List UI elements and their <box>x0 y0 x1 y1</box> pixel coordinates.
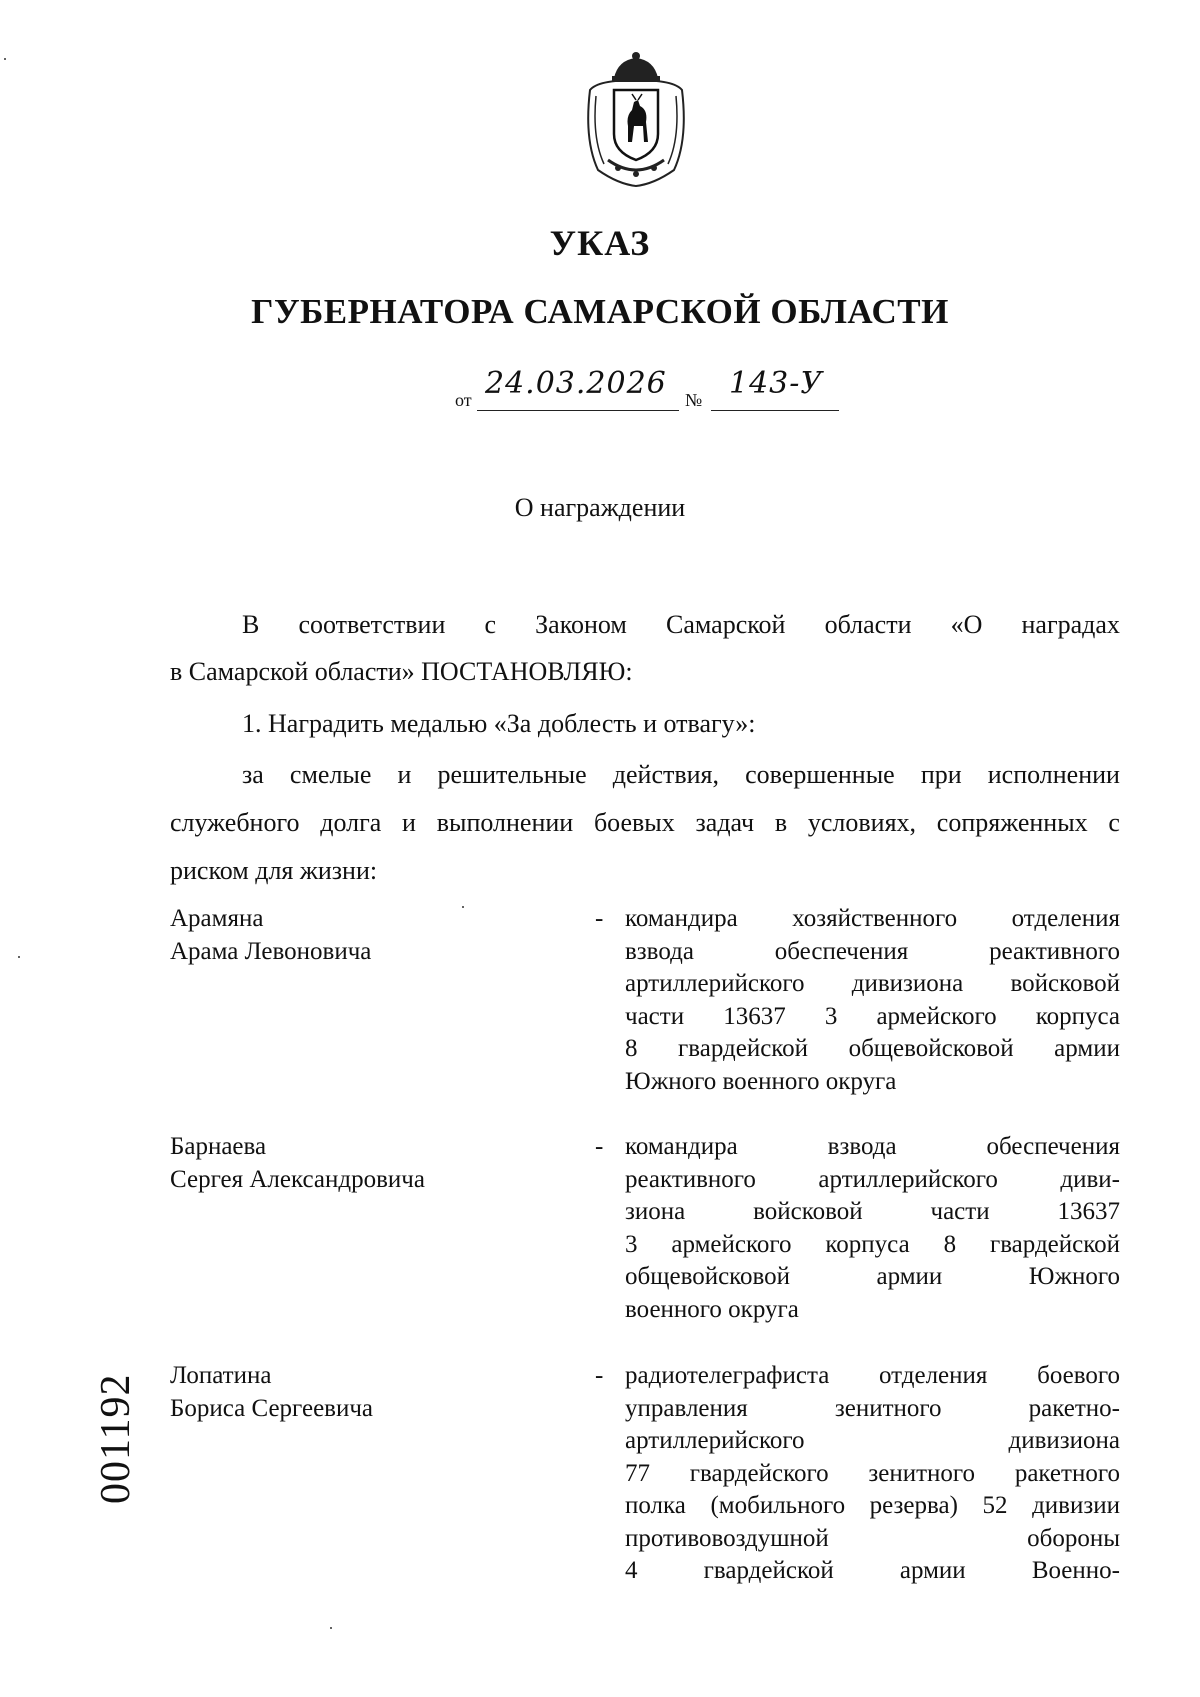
preamble-word: с <box>484 610 497 639</box>
awardee-surname: Арамяна <box>170 905 264 932</box>
position-word: корпуса <box>1035 1002 1120 1030</box>
scan-speck <box>4 58 6 60</box>
position-word: 13637 <box>723 1002 786 1030</box>
reason-word: служебного <box>170 808 300 837</box>
position-word: реактивного <box>989 937 1120 965</box>
awardee-position <box>625 1131 1120 1326</box>
reason-word: с <box>1108 808 1120 837</box>
position-line <box>625 1033 1120 1066</box>
position-line <box>625 1458 1120 1491</box>
position-line <box>625 1196 1120 1229</box>
serial-number-stamp: 001192 <box>93 1373 139 1504</box>
handwritten-number: 143-У <box>729 366 824 401</box>
awardee-name <box>170 1360 570 1425</box>
reason-word: и <box>397 760 412 789</box>
position-word: обороны <box>1027 1524 1120 1552</box>
position-line <box>625 1523 1120 1556</box>
position-word: армии <box>899 1557 966 1584</box>
preamble-word: «О <box>950 610 983 639</box>
reason-word: за <box>242 760 264 789</box>
preamble-word: Самарской <box>666 610 786 639</box>
handwritten-date: 24.03.2026 <box>485 366 667 401</box>
position-word: артиллерийского <box>625 970 805 997</box>
position-word: боевого <box>1037 1362 1120 1389</box>
document-type-title: УКАЗ <box>549 223 651 263</box>
preamble-word: области <box>824 610 912 639</box>
reason-word: при <box>920 760 962 789</box>
position-word: отделения <box>879 1362 988 1389</box>
position-word: командира <box>625 905 738 932</box>
position-word: дивизиона <box>1008 1427 1120 1454</box>
position-word: резерва) <box>869 1492 958 1519</box>
reason-word: выполнении <box>436 808 574 837</box>
samara-coat-of-arms-icon <box>578 50 694 190</box>
preamble-word: В <box>242 610 260 639</box>
preamble-word: соответствии <box>298 610 446 639</box>
number-underline <box>711 410 839 411</box>
awardee-given-names: Арама Левоновича <box>170 937 372 965</box>
position-word: 4 <box>625 1557 638 1584</box>
position-word: дивизии <box>1032 1492 1120 1519</box>
position-word: ракетного <box>1014 1459 1120 1487</box>
position-word: армии <box>1054 1035 1120 1062</box>
position-word: 13637 <box>1057 1198 1120 1225</box>
position-word: Южного <box>1028 1263 1120 1290</box>
position-word: армейского <box>876 1002 997 1030</box>
entry-dash: - <box>595 1133 604 1160</box>
awardee-position <box>625 1360 1120 1588</box>
reason-word: задач <box>695 808 755 837</box>
position-word: противовоздушной <box>625 1524 829 1552</box>
position-word: гвардейской <box>989 1230 1120 1258</box>
position-word: реактивного <box>625 1165 756 1193</box>
position-word: обеспечения <box>986 1133 1120 1160</box>
position-word: диви- <box>1060 1165 1120 1193</box>
preamble-line-1 <box>170 610 1120 640</box>
position-word: полка <box>625 1492 686 1519</box>
reason-word: в <box>774 808 788 837</box>
position-line <box>625 1164 1120 1197</box>
awardee-name <box>170 1131 570 1196</box>
reason-word: исполнении <box>987 760 1120 789</box>
reason-word: и <box>402 808 416 837</box>
reason-word: решительные <box>437 760 587 789</box>
position-word: артиллерийского <box>818 1165 998 1193</box>
awardee-name <box>170 903 570 968</box>
position-word: корпуса <box>825 1230 910 1258</box>
position-word: 3 <box>625 1230 638 1258</box>
position-line <box>625 936 1120 969</box>
date-number-line <box>455 366 845 416</box>
position-line <box>625 903 1120 936</box>
position-word: общевойсковой <box>625 1263 791 1290</box>
position-line <box>625 1490 1120 1523</box>
reason-word: боевых <box>593 808 675 837</box>
position-line <box>625 1229 1120 1262</box>
entry-dash: - <box>595 905 604 932</box>
scan-speck <box>462 906 464 908</box>
awardee-surname: Барнаева <box>170 1133 267 1160</box>
position-word: 77 <box>625 1459 650 1487</box>
document-subject: О награждении <box>514 493 686 522</box>
position-line <box>625 1261 1120 1294</box>
date-underline <box>477 410 679 411</box>
position-line <box>625 1001 1120 1034</box>
reason-line-1 <box>170 760 1120 790</box>
position-word: хозяйственного <box>792 905 958 932</box>
scan-speck <box>330 1627 332 1629</box>
position-word: управления <box>625 1394 748 1422</box>
reason-word: долга <box>320 808 382 837</box>
reason-line-2 <box>170 808 1120 838</box>
position-word: обеспечения <box>774 937 909 965</box>
position-word: дивизиона <box>851 970 964 997</box>
position-word: 3 <box>824 1002 838 1030</box>
position-word: (мобильного <box>710 1492 846 1519</box>
reason-word: сопряженных <box>936 808 1088 837</box>
awardee-surname: Лопатина <box>170 1362 272 1389</box>
reason-line-3: риском для жизни: <box>170 856 378 885</box>
position-word: взвода <box>827 1133 897 1160</box>
position-word: армии <box>876 1263 943 1290</box>
position-word: Военно- <box>1031 1557 1120 1584</box>
position-line <box>625 1555 1120 1588</box>
position-word: радиотелеграфиста <box>625 1362 830 1389</box>
position-word: войсковой <box>753 1198 863 1225</box>
issuer-title: ГУБЕРНАТОРА САМАРСКОЙ ОБЛАСТИ <box>251 292 949 331</box>
position-word: 8 <box>625 1035 638 1062</box>
position-word: части <box>930 1198 990 1225</box>
position-word: командира <box>625 1133 738 1160</box>
position-line: военного округа <box>625 1295 799 1323</box>
position-line <box>625 1393 1120 1426</box>
reason-word: совершенные <box>745 760 895 789</box>
position-word: ракетно- <box>1028 1394 1120 1422</box>
position-word: взвода <box>625 937 694 965</box>
reason-line-1-text <box>242 760 1120 790</box>
number-label: № <box>685 390 703 410</box>
position-word: гвардейского <box>689 1459 829 1487</box>
preamble-word: наградах <box>1021 610 1120 639</box>
position-word: общевойсковой <box>848 1035 1014 1062</box>
position-line <box>625 968 1120 1001</box>
position-word: гвардейской <box>678 1035 809 1062</box>
position-word: зенитного <box>868 1459 976 1487</box>
preamble-word: Законом <box>535 610 627 639</box>
position-word: армейского <box>671 1230 792 1258</box>
awardee-position <box>625 903 1120 1098</box>
position-line <box>625 1360 1120 1393</box>
position-word: войсковой <box>1010 970 1120 997</box>
position-line <box>625 1425 1120 1458</box>
reason-word: действия, <box>612 760 720 789</box>
decree-item-1: 1. Наградить медалью «За доблесть и отвагу»: <box>242 709 756 738</box>
reason-word: смелые <box>289 760 372 789</box>
scan-speck <box>18 956 20 958</box>
awardee-given-names: Сергея Александровича <box>170 1165 425 1193</box>
date-from-label: от <box>455 390 472 410</box>
position-line <box>625 1131 1120 1164</box>
position-word: 52 <box>982 1492 1008 1519</box>
preamble-line-2: в Самарской области» ПОСТАНОВЛЯЮ: <box>170 657 633 686</box>
awardee-given-names: Бориса Сергеевича <box>170 1394 374 1422</box>
reason-word: условиях, <box>807 808 917 837</box>
position-word: 8 <box>943 1230 957 1258</box>
position-word: артиллерийского <box>625 1427 805 1454</box>
position-word: части <box>625 1002 685 1030</box>
position-word: зиона <box>625 1198 686 1225</box>
position-word: гвардейской <box>703 1557 834 1584</box>
position-word: отделения <box>1011 905 1120 932</box>
position-line: Южного военного округа <box>625 1067 897 1095</box>
entry-dash: - <box>595 1362 604 1389</box>
position-word: зенитного <box>834 1394 942 1422</box>
